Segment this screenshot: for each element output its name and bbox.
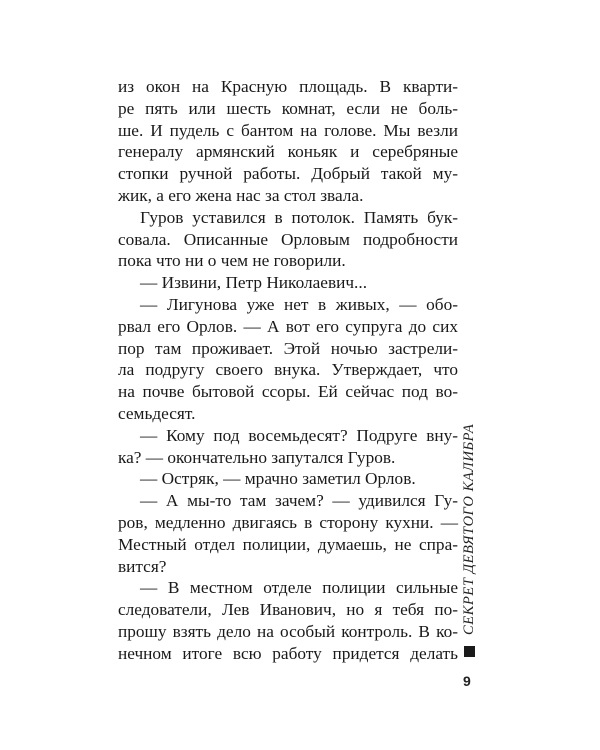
- text-line: — Остряк, — мрачно заметил Орлов.: [140, 469, 416, 489]
- text-line: ше. И пудель с бантом на голове. Мы везли: [118, 120, 458, 140]
- text-line: — В местном отделе полиции сильные: [140, 578, 458, 598]
- text-line: — Лигунова уже нет в живых, — обо-: [140, 294, 458, 314]
- text-line: ка? — окончательно запутался Гуров.: [118, 447, 396, 467]
- text-line: вится?: [118, 556, 167, 576]
- text-line: — А мы-то там зачем? — удивился Гу-: [140, 491, 458, 511]
- text-line: жик, а его жена нас за стол звала.: [118, 185, 364, 205]
- text-line: ров, медленно двигаясь в сторону кухни. —: [118, 512, 458, 532]
- text-line: пор там проживает. Этой ночью застрели-: [118, 338, 458, 358]
- text-line: рвал его Орлов. — А вот его супруга до сих: [118, 316, 458, 336]
- text-line: Местный отдел полиции, думаешь, не спра-: [118, 534, 458, 554]
- text-line: семьдесят.: [118, 403, 196, 423]
- text-line: ре пять или шесть комнат, если не боль-: [118, 98, 458, 118]
- text-line: — Кому под восемьдесят? Подруге вну-: [140, 425, 458, 445]
- text-line: прошу взять дело на особый контроль. В ко-: [118, 621, 458, 641]
- header-square-marker: [464, 646, 475, 657]
- text-line: совала. Описанные Орловым подробности: [118, 229, 458, 249]
- text-line: ла подругу своего внука. Утверждает, что: [118, 360, 458, 380]
- text-line: нечном итоге всю работу придется делать: [118, 643, 458, 663]
- text-line: следователи, Лев Иванович, но я тебя по-: [118, 600, 458, 620]
- text-line: генералу армянский коньяк и серебряные: [118, 142, 458, 162]
- text-line: пока что ни о чем не говорили.: [118, 251, 346, 271]
- page-number: 9: [463, 673, 471, 689]
- text-line: — Извини, Петр Николаевич...: [140, 273, 368, 293]
- text-line: стопки ручной работы. Добрый такой му-: [118, 164, 458, 184]
- body-text: [118, 76, 458, 665]
- text-line: на почве бытовой ссоры. Ей сейчас под во-: [118, 382, 458, 402]
- running-header: СЕКРЕТ ДЕВЯТОГО КАЛИБРА: [461, 423, 477, 635]
- text-line: Гуров уставился в потолок. Память бук-: [140, 207, 458, 227]
- text-line: из окон на Красную площадь. В кварти-: [118, 77, 458, 96]
